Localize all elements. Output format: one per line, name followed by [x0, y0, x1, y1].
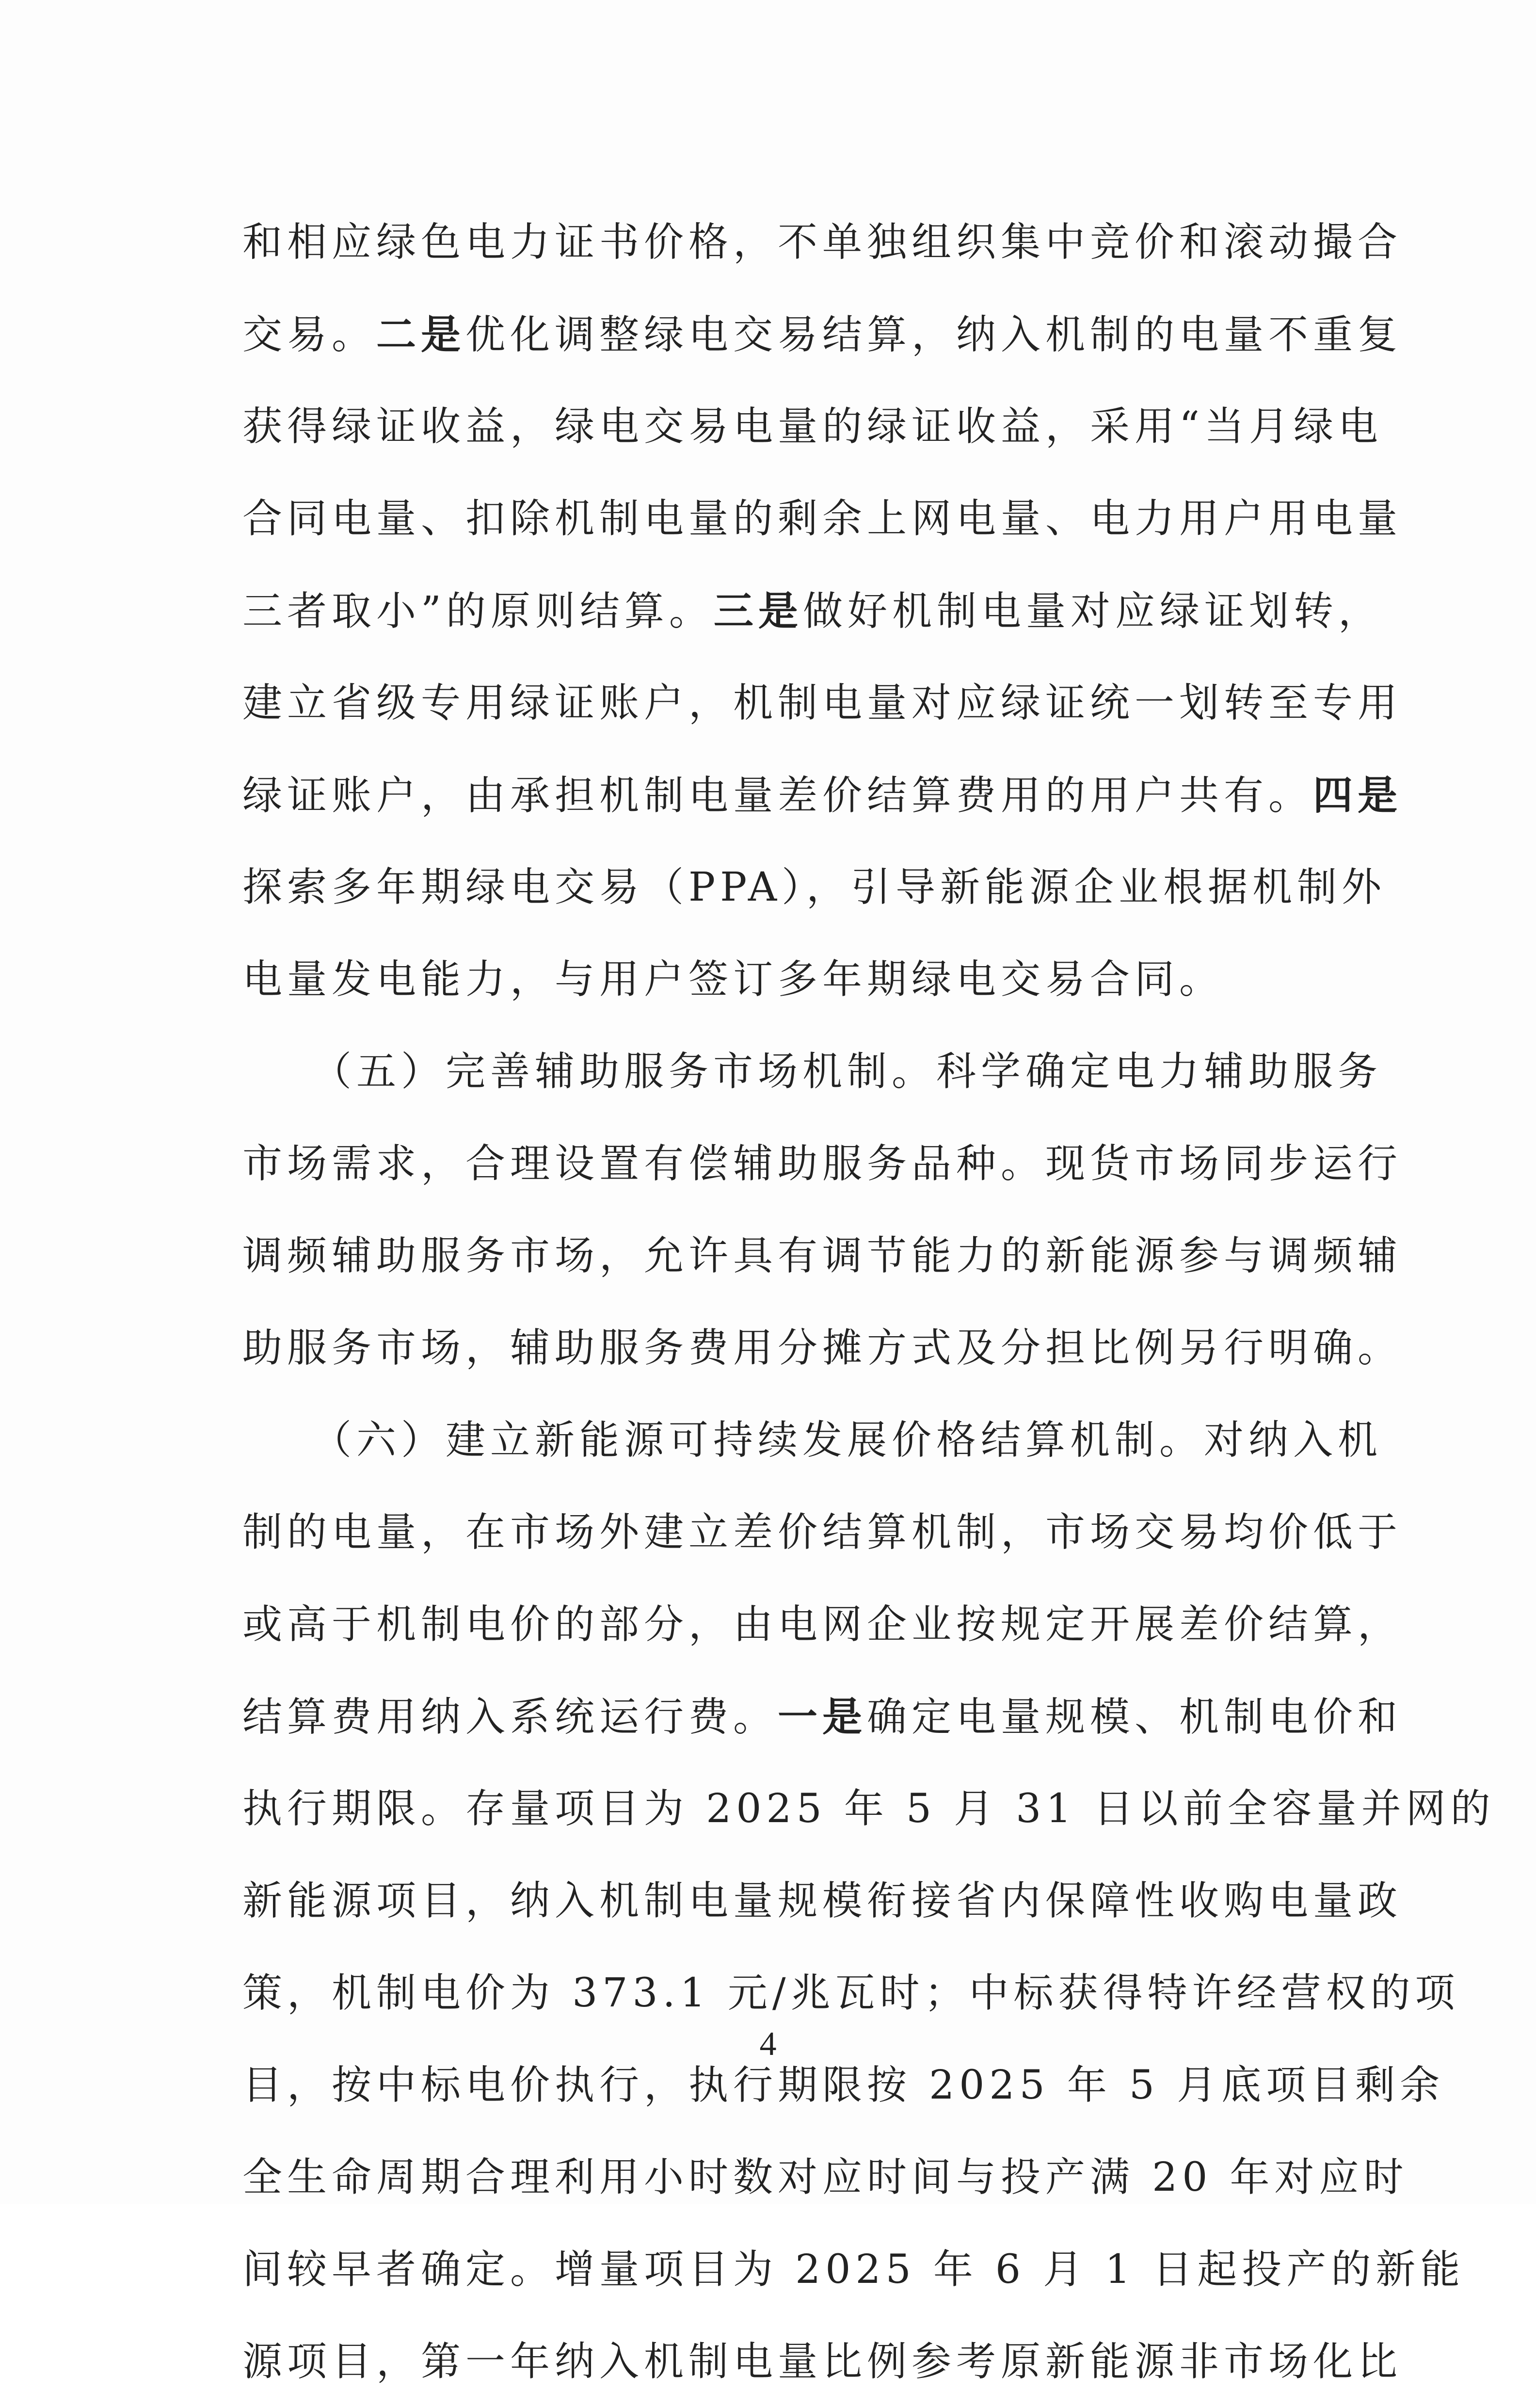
text-segment: 助服务市场，辅助服务费用分摊方式及分担比例另行明确。 [242, 1325, 1403, 1371]
text-segment: 做好机制电量对应绿证划转， [802, 588, 1383, 634]
text-segment: 策，机制电价为 373.1 元/兆瓦时；中标获得特许经营权的项 [242, 1970, 1460, 2016]
text-line [242, 1763, 1495, 1855]
text-segment: 结算费用纳入系统运行费。 [242, 1694, 778, 1740]
text-segment: 优化调整绿电交易结算，纳入机制的电量不重复 [465, 312, 1403, 358]
bold-heading-marker: 四是 [1313, 772, 1403, 819]
text-line [242, 1579, 1403, 1671]
text-segment: 电量发电能力，与用户签订多年期绿电交易合同。 [242, 956, 1224, 1002]
text-segment: 市场需求，合理设置有偿辅助服务品种。现货市场同步运行 [242, 1141, 1403, 1187]
text-segment: 新能源项目，纳入机制电量规模衔接省内保障性收购电量政 [242, 1878, 1403, 1924]
text-segment: （六）建立新能源可持续发展价格结算机制。对纳入机 [242, 1417, 1383, 1463]
text-line [242, 1671, 1403, 1763]
text-line [242, 2316, 1403, 2408]
text-segment: 执行期限。存量项目为 2025 年 5 月 31 日以前全容量并网的 [242, 1786, 1495, 1832]
text-line [242, 1394, 1383, 1487]
text-line [242, 841, 1387, 934]
text-line [242, 196, 1403, 289]
text-line [242, 934, 1299, 1026]
text-segment: 和相应绿色电力证书价格，不单独组织集中竞价和滚动撮合 [242, 219, 1403, 265]
text-line [242, 2132, 1408, 2224]
text-line [242, 473, 1403, 565]
text-segment: 确定电量规模、机制电价和 [867, 1694, 1403, 1740]
text-segment: 源项目，第一年纳入机制电量比例参考原新能源非市场化比 [242, 2339, 1403, 2385]
text-segment: 制的电量，在市场外建立差价结算机制，市场交易均价低于 [242, 1509, 1403, 1555]
text-line [242, 1855, 1403, 1947]
text-line [242, 1118, 1403, 1210]
text-line [242, 289, 1403, 381]
text-segment: 全生命周期合理利用小时数对应时间与投产满 20 年对应时 [242, 2154, 1408, 2200]
text-line [242, 749, 1403, 841]
text-line [242, 381, 1383, 473]
text-segment: 探索多年期绿电交易（PPA），引导新能源企业根据机制外 [242, 864, 1387, 910]
text-segment: 三者取小”的原则结算。 [242, 588, 714, 634]
bold-heading-marker: 二是 [376, 311, 466, 358]
text-segment: 调频辅助服务市场，允许具有调节能力的新能源参与调频辅 [242, 1233, 1403, 1279]
text-line [242, 1487, 1403, 1579]
text-segment: 交易。 [242, 312, 377, 358]
text-segment: 或高于机制电价的部分，由电网企业按规定开展差价结算， [242, 1601, 1403, 1648]
text-segment: 目，按中标电价执行，执行期限按 2025 年 5 月底项目剩余 [242, 2062, 1445, 2108]
text-segment: 合同电量、扣除机制电量的剩余上网电量、电力用户用电量 [242, 496, 1403, 542]
page-number: 4 [759, 2025, 777, 2063]
text-line [242, 1302, 1403, 1394]
bold-heading-marker: 一是 [778, 1694, 867, 1740]
text-segment: （五）完善辅助服务市场机制。科学确定电力辅助服务 [242, 1049, 1383, 1095]
text-segment: 建立省级专用绿证账户，机制电量对应绿证统一划转至专用 [242, 680, 1403, 726]
bold-heading-marker: 三是 [713, 588, 803, 634]
text-line [242, 1026, 1383, 1118]
body-text [242, 196, 1495, 2408]
text-segment: 获得绿证收益，绿电交易电量的绿证收益，采用“当月绿电 [242, 404, 1383, 450]
text-segment: 绿证账户，由承担机制电量差价结算费用的用户共有。 [242, 773, 1313, 819]
text-line [242, 565, 1383, 657]
text-line [242, 1210, 1403, 1302]
text-line [242, 2224, 1465, 2316]
text-segment: 间较早者确定。增量项目为 2025 年 6 月 1 日起投产的新能 [242, 2246, 1465, 2293]
text-line [242, 657, 1403, 749]
